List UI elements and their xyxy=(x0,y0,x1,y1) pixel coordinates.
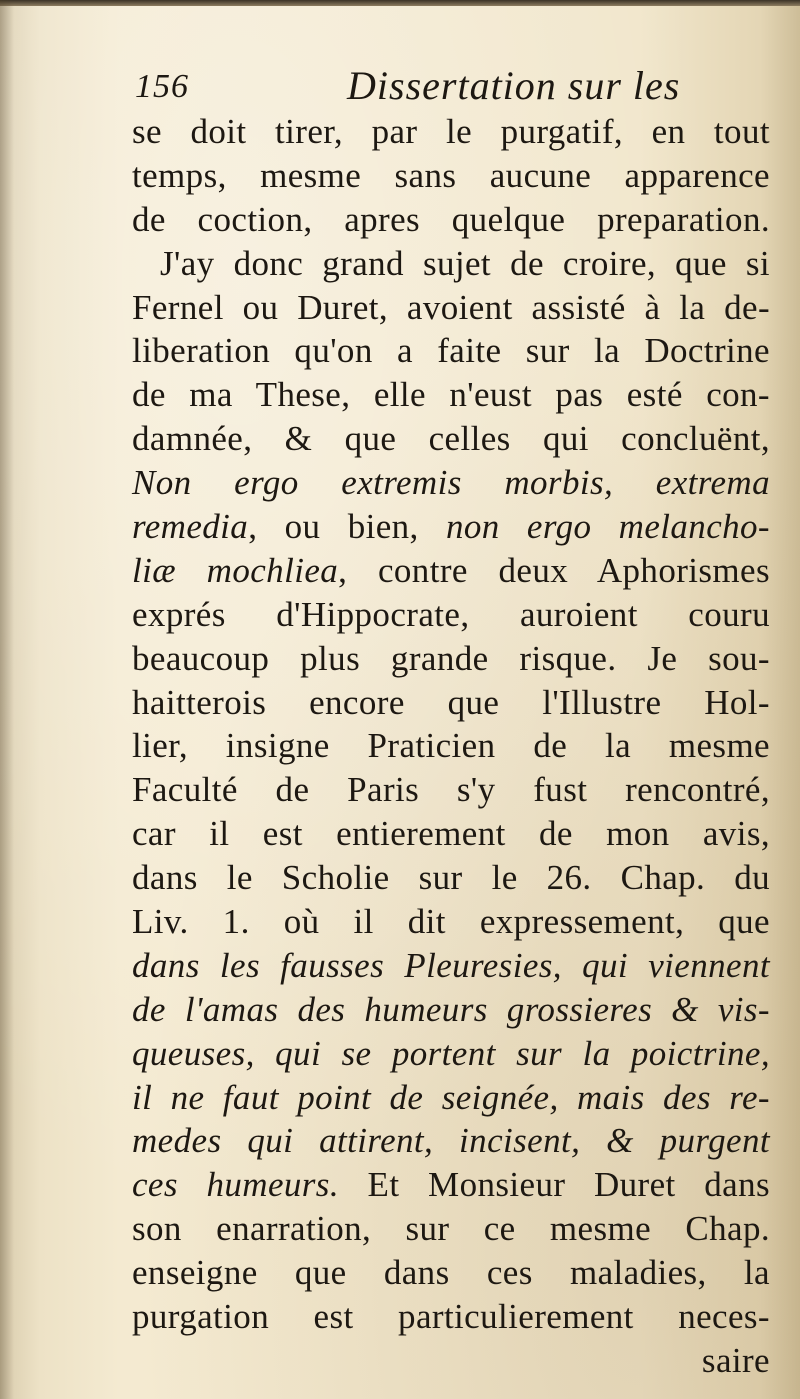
text-line xyxy=(132,988,770,1032)
text-line xyxy=(132,505,770,549)
text-segment: de ma These, elle n'eust pas esté con- xyxy=(132,375,770,415)
page-number: 156 xyxy=(135,68,189,105)
text-line xyxy=(132,154,770,198)
text-segment: enseigne que dans ces maladies, la xyxy=(132,1253,770,1293)
italic-text: medes qui attirent, incisent, & purgent xyxy=(132,1121,770,1161)
text-line xyxy=(132,1163,770,1207)
italic-text: non ergo melancho- xyxy=(445,507,770,547)
italic-text: liæ mochliea xyxy=(132,550,339,590)
text-line xyxy=(132,1032,770,1076)
italic-text: Non ergo extremis morbis, extrema xyxy=(132,463,770,503)
text-line xyxy=(132,242,770,286)
text-line xyxy=(132,900,770,944)
text-segment: lier, insigne Praticien de la mesme xyxy=(132,726,770,766)
text-line xyxy=(132,1207,770,1251)
text-segment: Et Monsieur Duret dans xyxy=(338,1165,771,1205)
text-line xyxy=(132,198,770,242)
italic-text: dans les fausses Pleuresies, qui viennent xyxy=(132,945,770,985)
text-line xyxy=(132,373,770,417)
text-segment: de coction, apres quelque preparation. xyxy=(132,199,770,239)
italic-text: de l'amas des humeurs grossieres & vis- xyxy=(132,989,770,1029)
catchword: saire xyxy=(701,1340,770,1380)
text-line xyxy=(132,286,770,330)
text-line xyxy=(132,461,770,505)
text-segment: haitterois encore que l'Illustre Hol- xyxy=(132,682,770,722)
text-segment: liberation qu'on a faite sur la Doctrine xyxy=(132,331,770,371)
italic-text: remedia xyxy=(132,507,249,547)
text-segment: damnée, & que celles qui concluënt, xyxy=(132,419,770,459)
text-line xyxy=(132,724,770,768)
text-segment: dans le Scholie sur le 26. Chap. du xyxy=(132,858,770,898)
gutter-shadow xyxy=(0,0,14,1399)
text-segment: purgation est particulierement neces- xyxy=(132,1297,770,1337)
text-line xyxy=(132,549,770,593)
text-line xyxy=(132,812,770,856)
text-segment: temps, mesme sans aucune apparence xyxy=(132,155,770,195)
italic-text: ces humeurs. xyxy=(132,1165,339,1205)
text-segment: Faculté de Paris s'y fust rencontré, xyxy=(132,770,770,810)
text-line xyxy=(132,768,770,812)
text-segment: , ou bien, xyxy=(248,507,446,547)
running-title: Dissertation sur les xyxy=(347,63,681,108)
text-line xyxy=(132,1251,770,1295)
text-line xyxy=(132,329,770,373)
text-line xyxy=(132,1295,770,1339)
text-segment: beaucoup plus grande risque. Je sou- xyxy=(132,638,770,678)
text-segment: Fernel ou Duret, avoient assisté à la de- xyxy=(132,287,770,327)
text-segment: son enarration, sur ce mesme Chap. xyxy=(132,1209,770,1249)
text-line xyxy=(132,593,770,637)
body-text xyxy=(132,110,770,1383)
text-line xyxy=(132,417,770,461)
text-line xyxy=(132,681,770,725)
italic-text: queuses, qui se portent sur la poictrine, xyxy=(132,1033,770,1073)
italic-text: il ne faut point de seignée, mais des re- xyxy=(132,1077,770,1117)
text-line xyxy=(132,1119,770,1163)
text-line xyxy=(132,1076,770,1120)
text-segment: Liv. 1. où il dit expressement, que xyxy=(132,902,770,942)
text-line xyxy=(132,944,770,988)
text-segment: exprés d'Hippocrate, auroient couru xyxy=(132,594,770,634)
page-top-edge xyxy=(0,0,800,6)
text-line xyxy=(132,856,770,900)
text-segment: car il est entierement de mon avis, xyxy=(132,814,770,854)
text-line xyxy=(132,637,770,681)
text-segment: , contre deux Aphorismes xyxy=(338,550,770,590)
text-segment: se doit tirer, par le purgatif, en tout xyxy=(132,112,770,151)
text-line xyxy=(132,110,770,154)
text-segment: J'ay donc grand sujet de croire, que si xyxy=(160,243,770,283)
